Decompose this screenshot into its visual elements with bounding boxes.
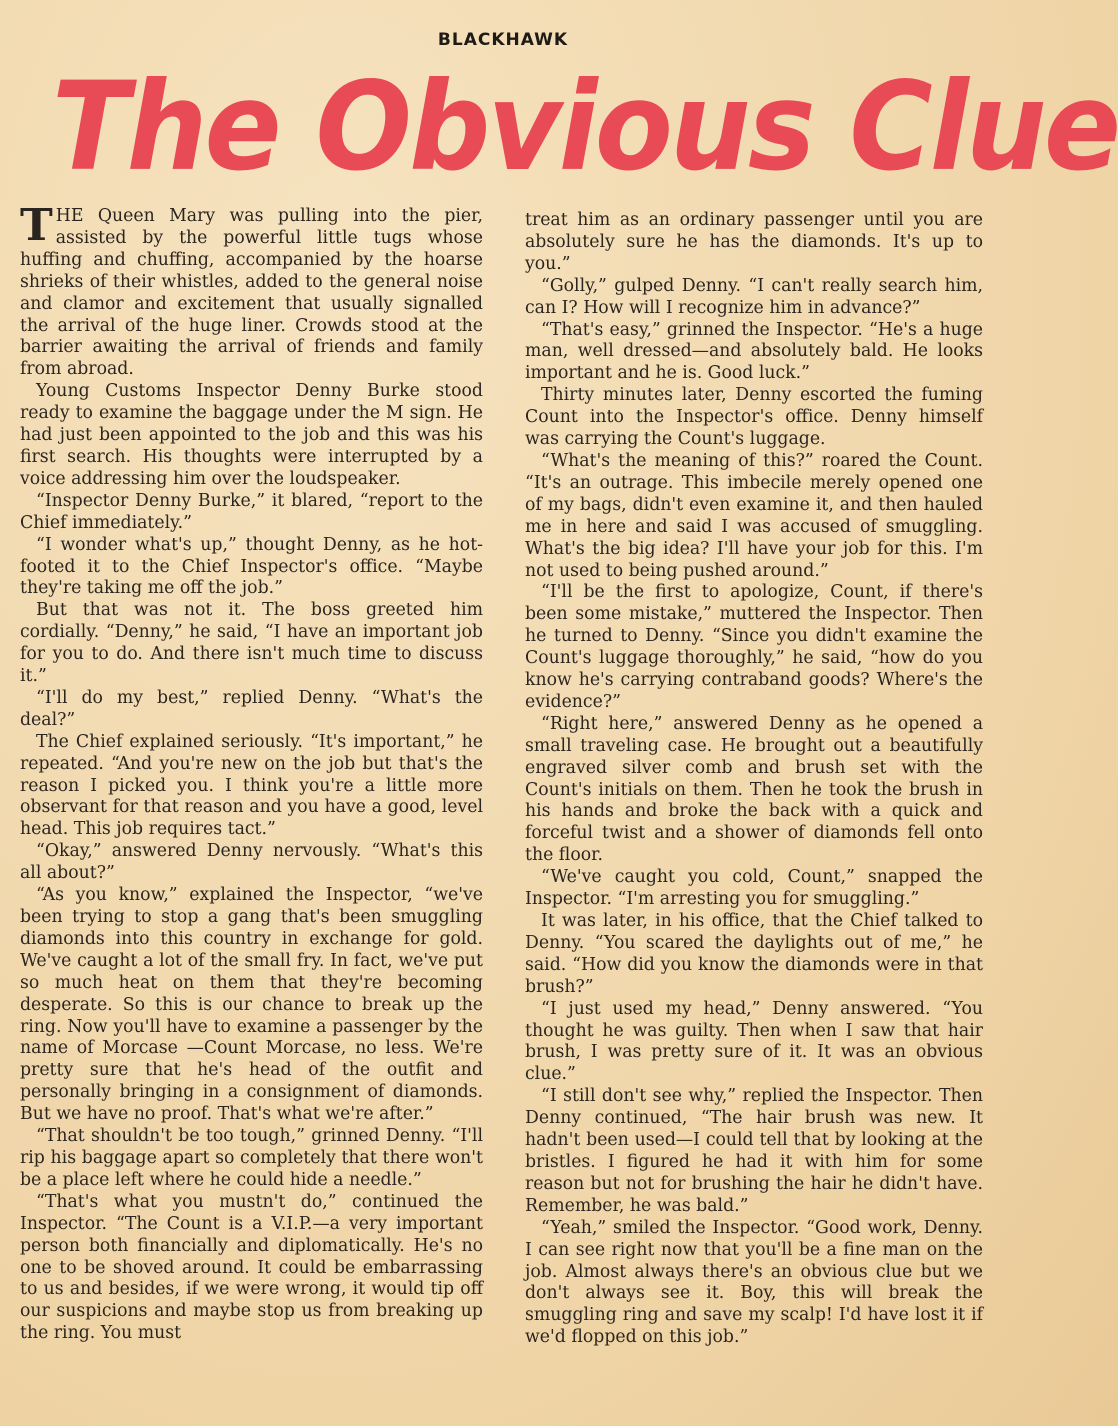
paragraph: “As you know,” explained the Inspector, “we've been trying to stop a gang that's been smuggling diamonds into this country in exchange for gold. We've caught a lot of the small fry. In fact, we've put so much heat on them that they're becoming desperate. So this is our chance to break up the ring. Now you'll have to examine a passenger by the name of Morcase —Count Morcase, no less. We're pretty sure that he's head of the outfit and personally bringing in a consignment of diamonds. But we have no proof. That's what we're after.” bbox=[20, 885, 483, 1125]
paragraph: Thirty minutes later, Denny escorted the fuming Count into the Inspector's office. Denny himself was carrying the Count's luggage. bbox=[525, 385, 983, 450]
paragraph: It was later, in his office, that the Chief talked to Denny. “You scared the daylights out of me,” he said. “How did you know the diamonds were in that brush?” bbox=[525, 911, 983, 997]
paragraph: THE Queen Mary was pulling into the pier, assisted by the powerful little tugs whose huffing and chuffing, accompanied by the hoarse shrieks of their whistles, added to the general noise and clamor and excitement that usually signalled the arrival of the huge liner. Crowds stood at the barrier awaiting the arrival of friends and family from abroad. bbox=[20, 200, 483, 380]
drop-cap: T bbox=[20, 200, 53, 251]
paragraph: “I'll do my best,” replied Denny. “What's the deal?” bbox=[20, 687, 483, 730]
paragraph: “Right here,” answered Denny as he opened a small traveling case. He brought out a beautifully engraved silver comb and brush set with the Count's initials on them. Then he took the brush in his hands and broke the back with a quick and forceful twist and a shower of diamonds fell onto the floor. bbox=[525, 713, 983, 866]
paragraph: Young Customs Inspector Denny Burke stood ready to examine the baggage under the M sign. He had just been appointed to the job and this was his first search. His thoughts were interrupted by a voice addressing him over the loudspeaker. bbox=[20, 381, 483, 489]
paragraph: The Chief explained seriously. “It's important,” he repeated. “And you're new on the job but that's the reason I picked you. I think you're a little more observant for that reason and you have a good, level head. This job requires tact.” bbox=[20, 731, 483, 840]
paragraph: “That's what you mustn't do,” continued the Inspector. “The Count is a V.I.P.—a very important person both financially and diplomatically. He's no one to be shoved around. It could be embarrassing to us and besides, if we were wrong, it would tip off our suspicions and maybe stop us from breaking up the ring. You must bbox=[20, 1191, 483, 1344]
paragraph: “Inspector Denny Burke,” it blared, “report to the Chief immediately.” bbox=[20, 490, 483, 533]
paragraph: “That shouldn't be too tough,” grinned Denny. “I'll rip his baggage apart so completely that there won't be a place left where he could hide a needle.” bbox=[20, 1126, 483, 1190]
story-column-left bbox=[20, 200, 483, 1411]
paragraph: “Golly,” gulped Denny. “I can't really search him, can I? How will I recognize him in advance?” bbox=[525, 275, 983, 318]
paragraph: treat him as an ordinary passenger until you are absolutely sure he has the diamonds. It's up to you.” bbox=[525, 210, 983, 274]
paragraph: “That's easy,” grinned the Inspector. “He's a huge man, well dressed—and absolutely bald. He looks important and he is. Good luck.” bbox=[525, 319, 983, 384]
story-title: The Obvious Clue bbox=[52, 56, 1118, 198]
paragraph: “Okay,” answered Denny nervously. “What's this all about?” bbox=[20, 841, 483, 884]
paragraph: “I'll be the first to apologize, Count, if there's been some mistake,” muttered the Inspector. Then he turned to Denny. “Since you didn't examine the Count's luggage thoroughly,” he said, “how do you know he's carrying contraband goods? Where's the evidence?” bbox=[525, 582, 983, 712]
paragraph: But that was not it. The boss greeted him cordially. “Denny,” he said, “I have an important job for you to do. And there isn't much time to discuss it.” bbox=[20, 600, 483, 687]
paragraph: “I still don't see why,” replied the Inspector. Then Denny continued, “The hair brush was new. It hadn't been used—I could tell that by looking at the bristles. I figured he had it with him for some reason but not for brushing the hair he didn't have. Remember, he was bald.” bbox=[525, 1086, 983, 1216]
paragraph: “I wonder what's up,” thought Denny, as he hot-footed it to the Chief Inspector's office. “Maybe they're taking me off the job.” bbox=[20, 534, 483, 599]
story-column-right bbox=[525, 210, 983, 1415]
paragraph: “What's the meaning of this?” roared the Count. “It's an outrage. This imbecile merely opened one of my bags, didn't even examine it, and then hauled me in here and said I was accused of smuggling. What's the big idea? I'll have your job for this. I'm not used to being pushed around.” bbox=[525, 450, 983, 581]
paragraph: “Yeah,” smiled the Inspector. “Good work, Denny. I can see right now that you'll be a fine man on the job. Almost always there's an obvious clue but we don't always see it. Boy, this will break the smuggling ring and save my scalp! I'd have lost it if we'd flopped on this job.” bbox=[525, 1217, 983, 1348]
magazine-header: BLACKHAWK bbox=[437, 30, 569, 50]
paragraph: “We've caught you cold, Count,” snapped the Inspector. “I'm arresting you for smuggling.” bbox=[525, 867, 983, 910]
paragraph: “I just used my head,” Denny answered. “You thought he was guilty. Then when I saw that hair brush, I was pretty sure of it. It was an obvious clue.” bbox=[525, 998, 983, 1085]
